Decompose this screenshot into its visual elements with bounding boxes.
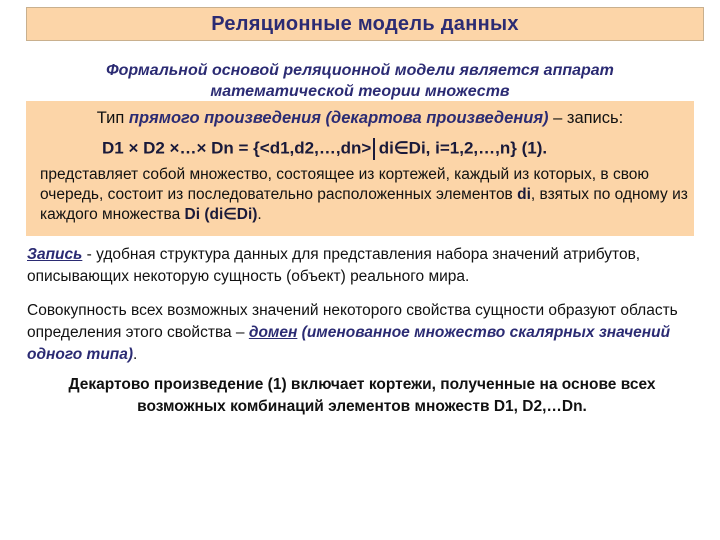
domain-text: Совокупность всех возможных значений некоторого свойства сущности образуют область определения этого свойства – [27,302,678,341]
formula-divider [373,138,375,160]
domain-end: . [133,346,138,363]
record-term: Запись [27,246,83,263]
desc-di: di [517,186,531,203]
subtitle [40,60,680,102]
record-text: - удобная структура данных для представления набора значений атрибутов, описывающих некоторую сущность (объект) реального мира. [27,246,641,285]
summary-text: Декартово произведение (1) включает кортежи, полученные на основе всех возможных комбинаций элементов множеств D1, D2,…Dn. [68,376,656,415]
cartesian-summary [27,374,697,418]
slide-title-text: Реляционные модель данных [211,12,519,35]
desc-end: . [257,206,262,223]
desc-Di: Di (di∈Di) [184,206,258,223]
intro-suffix: – запись: [548,109,624,127]
domain-term: домен [248,324,298,341]
domain-note: (именованное множество скалярных значений одного типа) [27,324,671,363]
definition-description [40,165,690,225]
definition-box [26,101,694,236]
record-paragraph [27,244,687,288]
intro-term: прямого произведения (декартова произведения) [128,109,549,127]
formula-left: D1 × D2 ×…× Dn = {<d1,d2,…,dn> [102,138,372,158]
definition-intro [26,109,694,128]
subtitle-line-1: Формальной основой реляционной модели является аппарат [106,62,614,79]
formula-right: di∈Di, i=1,2,…,n} (1). [378,138,548,158]
slide-title [26,7,704,41]
subtitle-line-2: математической теории множеств [210,83,510,100]
desc-part-2: , взятых по одному из каждого множества [40,186,688,223]
domain-paragraph [27,300,687,366]
cartesian-formula [102,138,547,160]
desc-part-1: представляет собой множество, состоящее из кортежей, каждый из которых, в свою очередь, состоит из последовательно расположенных элементов [40,166,650,203]
intro-prefix: Тип [96,109,129,127]
